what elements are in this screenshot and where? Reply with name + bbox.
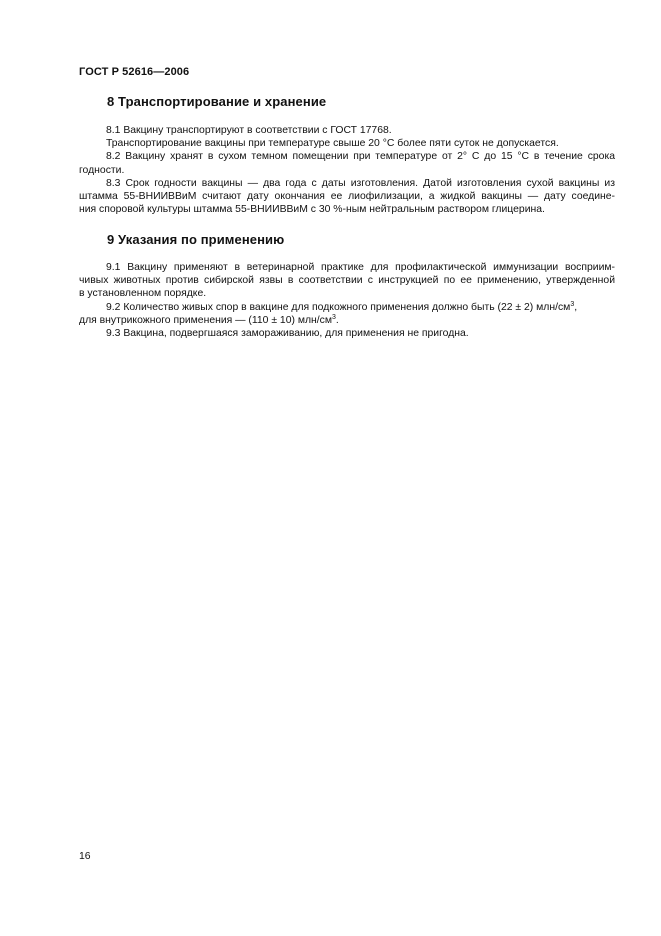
paragraph-9-2-line-1-punct: , [574,301,578,313]
paragraph-9-3: 9.3 Вакцина, подвергшаяся замораживанию, для применения не пригодна. [106,327,469,339]
section-9-body [79,261,615,340]
paragraph-9-1-line-3: в установленном порядке. [79,288,207,300]
paragraph-8-3-line-3: ния споровой культуры штамма 55-ВНИИВВиМ с 30 %-ным нейтральным раствором глицерина. [79,204,545,216]
paragraph-9-2-line-1 [79,301,615,314]
paragraph-8-1-note: Транспортирование вакцины при температуре свыше 20 °С более пяти суток не допускается. [106,138,559,150]
superscript-3: 3 [570,300,575,308]
section-8-title: 8 Транспортирование и хранение [107,94,327,109]
paragraph-8-2-line-2: годности. [79,164,125,176]
section-9-title: 9 Указания по применению [107,232,285,247]
paragraph-9-2-line-1-text: 9.2 Количество живых спор в вакцине для подкожного применения должно быть (22 ± 2) млн/см [106,301,571,313]
superscript-3: 3 [332,313,336,321]
section-8-body [79,124,615,216]
paragraph-8-1: 8.1 Вакцину транспортируют в соответствии с ГОСТ 17768. [106,125,392,136]
document-header: ГОСТ Р 52616—2006 [79,66,190,78]
paragraph-8-3-line-2: штамма 55-ВНИИВВиМ считают дату окончания ее лиофилизации, а жидкой вакцины — дату соедине- [79,190,615,202]
paragraph-9-1-line-2: чивых животных против сибирской язвы в соответствии с инструкцией по ее применению, утвержденной [79,275,615,287]
paragraph-9-2-line-2-punct: . [335,314,339,326]
paragraph-8-2-line-1: 8.2 Вакцину хранят в сухом темном помещении при температуре от 2° С до 15 °С в течение срока [106,151,615,163]
paragraph-8-3-line-1: 8.3 Срок годности вакцины — два года с даты изготовления. Датой изготовления сухой вакцины из [106,177,615,189]
paragraph-9-1-line-1: 9.1 Вакцину применяют в ветеринарной практике для профилактической иммунизации восприим- [106,262,615,273]
paragraph-9-2-line-2-text: для внутрикожного применения — (110 ± 10) млн/см [79,314,333,326]
paragraph-9-2-line-2 [79,314,615,327]
page-number: 16 [79,851,91,862]
